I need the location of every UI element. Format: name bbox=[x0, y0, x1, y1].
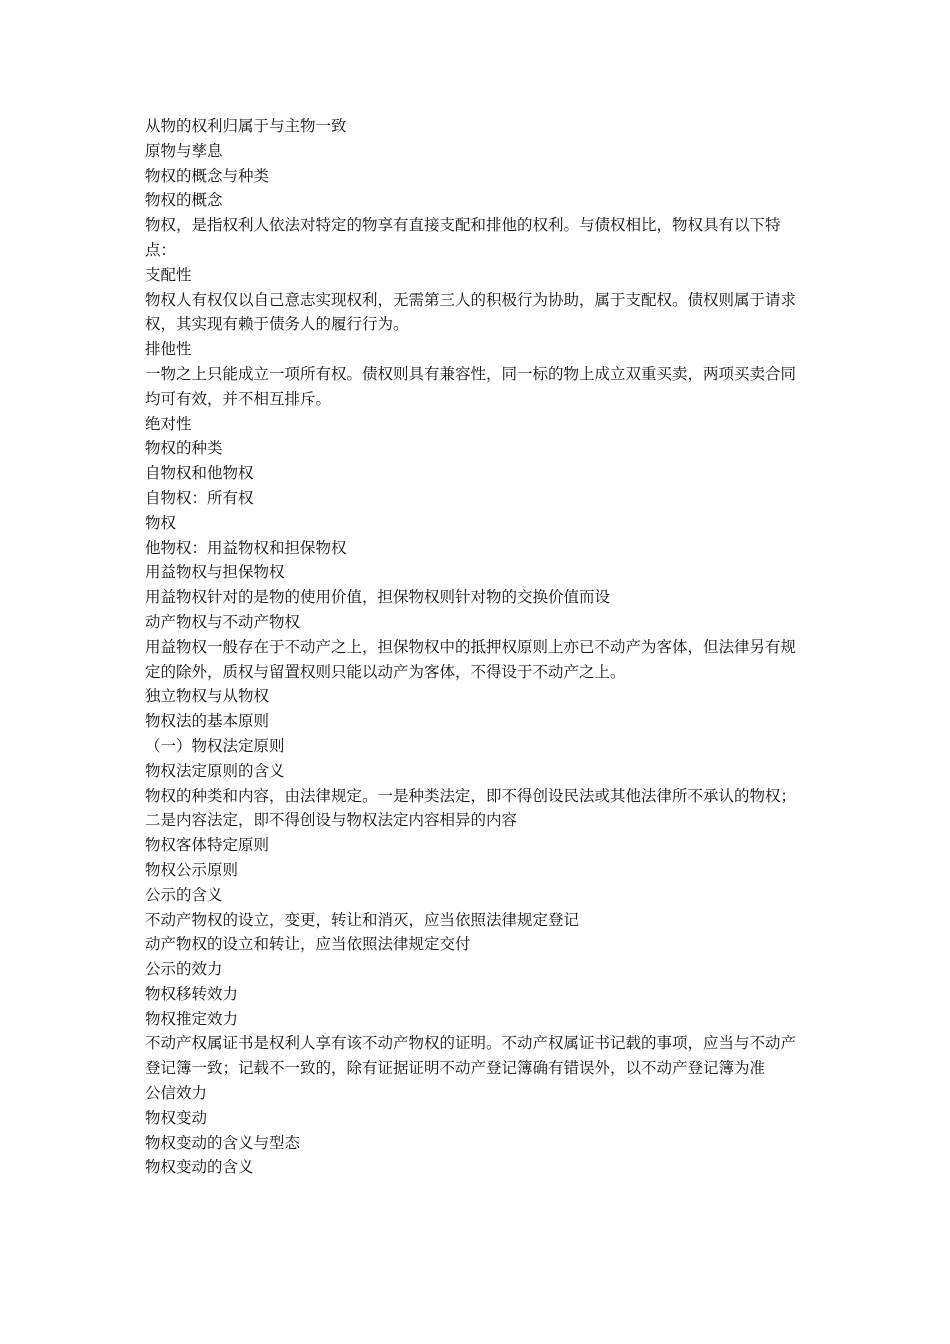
text-line: 公示的效力 bbox=[145, 960, 223, 979]
text-line: 物权的种类 bbox=[145, 439, 223, 458]
text-line: 动产物权与不动产物权 bbox=[145, 612, 301, 631]
text-line: 支配性 bbox=[145, 265, 192, 284]
text-line: 物权变动的含义 bbox=[145, 1158, 254, 1177]
text-line: （一）物权法定原则 bbox=[145, 736, 285, 755]
text-line: 公信效力 bbox=[145, 1084, 208, 1103]
text-line: 物权移转效力 bbox=[145, 984, 239, 1003]
text-line: 他物权：用益物权和担保物权 bbox=[145, 538, 347, 557]
text-line: 自物权：所有权 bbox=[145, 488, 254, 507]
text-line: 用益物权与担保物权 bbox=[145, 563, 285, 582]
text-line: 独立物权与从物权 bbox=[145, 687, 270, 706]
text-line: 原物与孳息 bbox=[145, 141, 223, 160]
section-heading: 物权法的基本原则 bbox=[145, 712, 270, 731]
document-body bbox=[145, 114, 810, 1180]
paragraph: 物权，是指权利人依法对特定的物享有直接支配和排他的权利。与债权相比，物权具有以下特点： bbox=[145, 216, 781, 259]
paragraph: 一物之上只能成立一项所有权。债权则具有兼容性，同一标的物上成立双重买卖，两项买卖合同均可有效，并不相互排斥。 bbox=[145, 364, 797, 408]
paragraph: 不动产权属证书是权利人享有该不动产物权的证明。不动产权属证书记载的事项，应当与不动产登记簿一致；记载不一致的，除有证据证明不动产登记簿确有错误外，以不动产登记簿为准 bbox=[145, 1034, 797, 1078]
text-line: 自物权和他物权 bbox=[145, 464, 254, 483]
text-line: 绝对性 bbox=[145, 414, 192, 433]
paragraph: 用益物权针对的是物的使用价值，担保物权则针对物的交换价值而设 bbox=[145, 588, 611, 607]
text-line: 物权 bbox=[145, 513, 177, 532]
text-line: 物权法定原则的含义 bbox=[145, 761, 285, 780]
text-line: 物权公示原则 bbox=[145, 860, 239, 879]
text-line: 从物的权利归属于与主物一致 bbox=[145, 117, 347, 135]
section-heading: 物权变动 bbox=[145, 1108, 208, 1127]
text-line: 物权的概念 bbox=[145, 191, 223, 210]
text-line: 物权推定效力 bbox=[145, 1009, 239, 1028]
text-line: 排他性 bbox=[145, 340, 192, 359]
text-line: 不动产物权的设立，变更，转让和消灭，应当依照法律规定登记 bbox=[145, 910, 580, 929]
text-line: 动产物权的设立和转让，应当依照法律规定交付 bbox=[145, 935, 471, 954]
section-heading: 物权的概念与种类 bbox=[145, 166, 270, 185]
text-line: 物权客体特定原则 bbox=[145, 836, 270, 855]
text-line: 物权变动的含义与型态 bbox=[145, 1133, 301, 1152]
text-line: 公示的含义 bbox=[145, 885, 223, 904]
paragraph: 用益物权一般存在于不动产之上，担保物权中的抵押权原则上亦已不动产为客体，但法律另有规定的除外，质权与留置权则只能以动产为客体，不得设于不动产之上。 bbox=[145, 637, 797, 681]
paragraph: 物权的种类和内容，由法律规定。一是种类法定，即不得创设民法或其他法律所不承认的物权；二是内容法定，即不得创设与物权法定内容相异的内容 bbox=[145, 786, 797, 830]
paragraph: 物权人有权仅以自己意志实现权利，无需第三人的积极行为协助，属于支配权。债权则属于请求权，其实现有赖于债务人的履行行为。 bbox=[145, 290, 797, 334]
